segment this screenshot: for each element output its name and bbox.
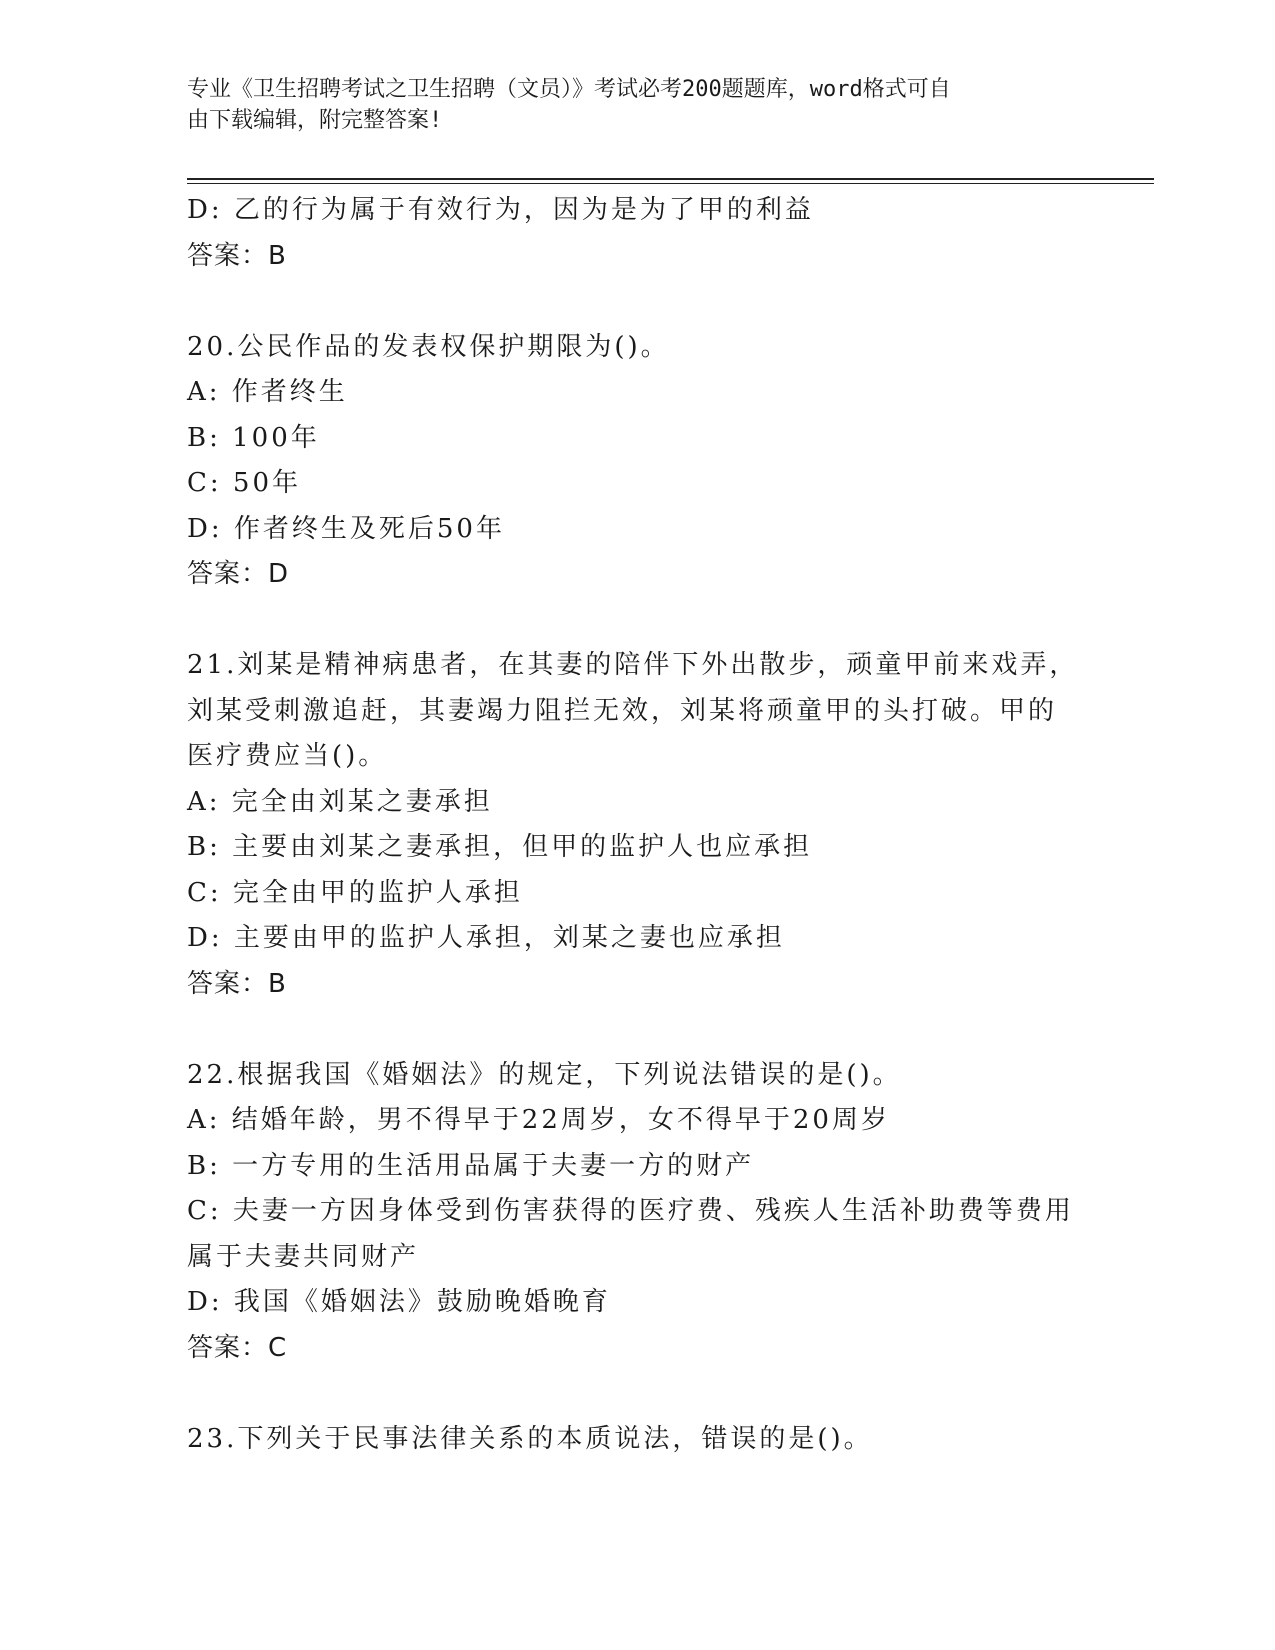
option-c-line-1: C: 夫妻一方因身体受到伤害获得的医疗费、残疾人生活补助费等费用 [187,1196,1074,1226]
option-b: B: 主要由刘某之妻承担，但甲的监护人也应承担 [187,832,813,862]
question-stem-line-2: 刘某受刺激追赶，其妻竭力阻拦无效，刘某将顽童甲的头打破。甲的 [187,695,1058,726]
header-title-line-1: 专业《卫生招聘考试之卫生招聘（文员）》考试必考200题题库，word格式可自 [187,77,951,102]
spacer [187,1371,1087,1417]
option-c: C: 50年 [187,468,302,498]
option-d: D: 我国《婚姻法》鼓励晚婚晚育 [187,1287,611,1317]
question-22 [187,1053,1087,1372]
question-23 [187,1417,1087,1463]
option-b: B: 一方专用的生活用品属于夫妻一方的财产 [187,1150,755,1181]
answer: 答案：B [187,968,287,999]
question-stem: 22.根据我国《婚姻法》的规定，下列说法错误的是()。 [187,1059,902,1090]
option-a: A: 完全由刘某之妻承担 [187,786,493,817]
question-21 [187,643,1087,1007]
spacer [187,598,1087,644]
header-title-line-2: 由下载编辑，附完整答案! [187,108,443,133]
answer: 答案：C [187,1332,288,1363]
answer: 答案：D [187,559,290,589]
option-c-line-2: 属于夫妻共同财产 [187,1241,420,1272]
option-c: C: 完全由甲的监护人承担 [187,877,523,908]
page-header [187,74,1067,136]
question-stem: 20.公民作品的发表权保护期限为()。 [187,331,670,362]
spacer [187,279,1087,325]
option-d: D: 主要由甲的监护人承担，刘某之妻也应承担 [187,923,785,953]
header-rule-thin [187,183,1154,184]
question-stem: 23.下列关于民事法律关系的本质说法，错误的是()。 [187,1423,873,1454]
header-rule-thick [187,178,1154,180]
spacer [187,1007,1087,1053]
question-stem-line-3: 医疗费应当()。 [187,741,388,771]
question-19-tail [187,188,1087,279]
option-d: D: 作者终生及死后50年 [187,513,505,544]
option-a: A: 作者终生 [187,377,348,407]
option-d: D: 乙的行为属于有效行为，因为是为了甲的利益 [187,195,814,225]
question-content [187,188,1087,1462]
question-stem-line-1: 21.刘某是精神病患者，在其妻的陪伴下外出散步，顽童甲前来戏弄， [187,650,1079,680]
option-b: B: 100年 [187,422,320,453]
option-a: A: 结婚年龄，男不得早于22周岁，女不得早于20周岁 [187,1105,890,1135]
question-20 [187,325,1087,598]
answer: 答案：B [187,240,287,271]
